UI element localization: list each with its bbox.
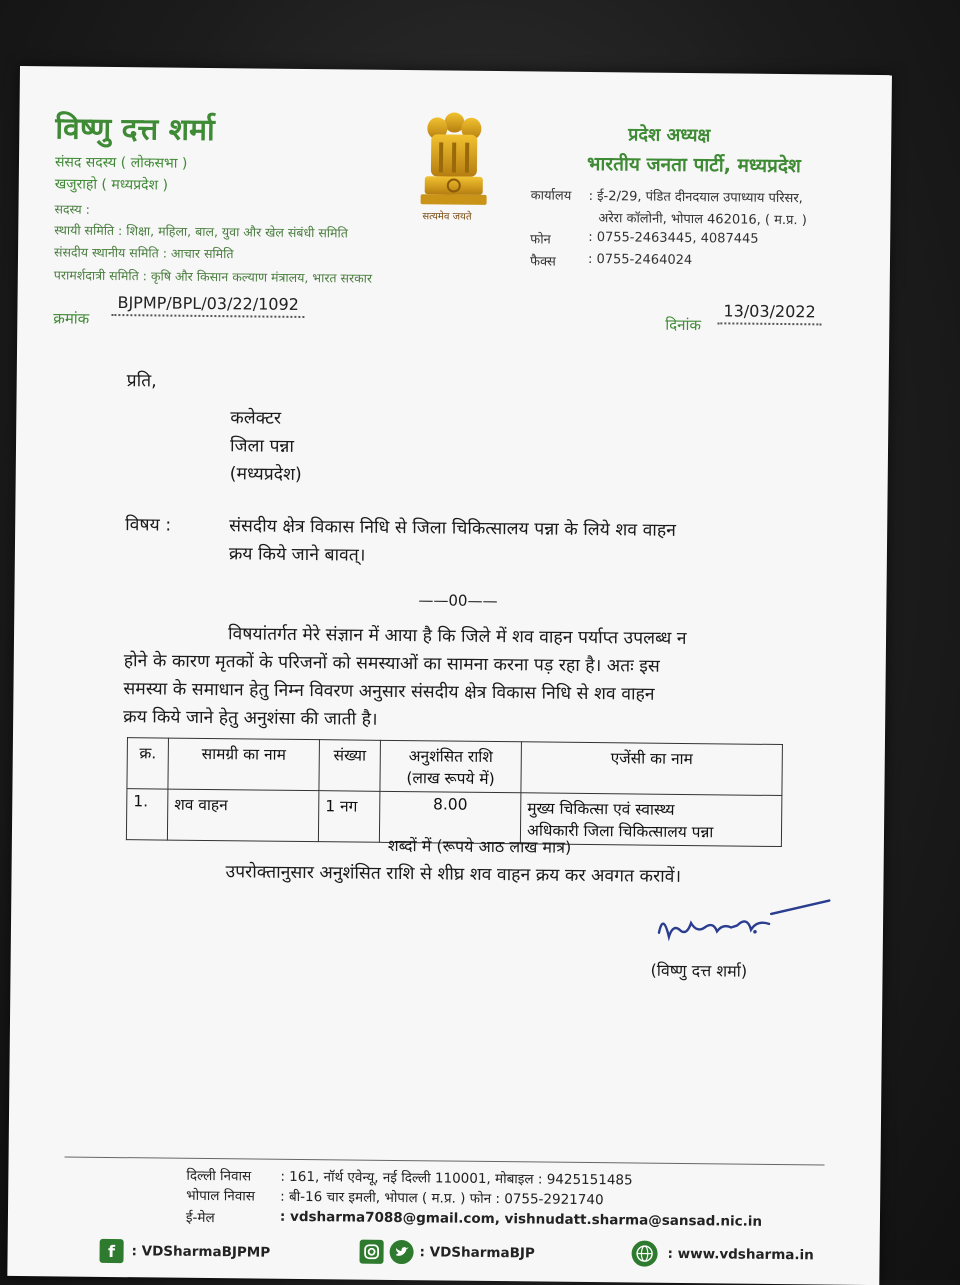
member-label: सदस्य :: [54, 200, 90, 217]
row-amount: 8.00: [379, 791, 521, 843]
row-sn: 1.: [126, 789, 168, 840]
subject-label: विषय :: [125, 511, 171, 539]
col-agency: एजेंसी का नाम: [521, 742, 783, 796]
table-header-row: [127, 738, 782, 796]
amount-in-words: शब्दों में (रूपये आठ लाख मात्र): [388, 832, 572, 862]
body-line-3: समस्या के समाधान हेतु निम्न विवरण अनुसार संसदीय क्षेत्र विकास निधि से शव वाहन: [123, 675, 654, 709]
mp-designation: संसद सदस्य ( लोकसभा ): [55, 152, 188, 173]
party-name: भारतीय जनता पार्टी, मध्यप्रदेश: [559, 150, 829, 179]
phone-label: फोन: [530, 229, 551, 247]
bhopal-label: भोपाल निवास: [186, 1186, 255, 1205]
globe-icon: [631, 1240, 657, 1266]
reference-label: क्रमांक: [53, 308, 89, 328]
letter-page: [7, 66, 892, 1285]
bhopal-address: : बी-16 चार इमली, भोपाल ( म.प्र. ) फोन : 0755-2921740: [280, 1187, 604, 1208]
committee-2: संसदीय स्थानीय समिति : आचार समिति: [54, 243, 234, 262]
signatory-name: (विष्णु दत्त शर्मा): [650, 957, 747, 986]
row-qty: 1 नग: [318, 791, 380, 843]
committee-3: परामर्शदात्री समिति : कृषि और किसान कल्याण मंत्रालय, भारत सरकार: [54, 266, 372, 286]
recipient-line-2: जिला पन्ना: [230, 432, 294, 461]
party-role: प्रदेश अध्यक्ष: [579, 122, 759, 148]
facebook-icon: f: [99, 1239, 123, 1263]
delhi-label: दिल्ली निवास: [186, 1166, 251, 1185]
recipient-line-1: कलेक्टर: [230, 404, 281, 433]
row-agency-line-1: मुख्य चिकित्सा एवं स्वास्थ्य: [527, 796, 775, 821]
reference-number: BJPMP/BPL/03/22/1092: [111, 293, 305, 318]
recipient-line-3: (मध्यप्रदेश): [230, 460, 302, 489]
letter-date: 13/03/2022: [717, 301, 821, 325]
closing-line: उपरोक्तानुसार अनुशंसित राशि से शीघ्र शव वाहन क्रय कर अवगत करावें।: [225, 858, 681, 891]
signature: [651, 893, 842, 955]
col-amount: [380, 740, 522, 792]
office-address-2: अरेरा कॉलोनी, भोपाल 462016, ( म.प्र. ): [598, 208, 807, 228]
body-line-4: क्रय किये जाने हेतु अनुशंसा की जाती है।: [123, 703, 378, 734]
mp-constituency: खजुराहो ( मध्यप्रदेश ): [55, 174, 168, 195]
prati: प्रति,: [127, 367, 157, 395]
social-handle: [359, 1240, 534, 1266]
row-item: शव वाहन: [167, 789, 319, 842]
instagram-icon: [359, 1240, 383, 1264]
separator: ——00——: [418, 586, 497, 615]
delhi-address: : 161, नॉर्थ एवेन्यू, नई दिल्ली 110001, मोबाइल : 9425151485: [280, 1167, 632, 1189]
emblem-motto: सत्यमेव जयते: [422, 208, 471, 223]
twitter-icon: [389, 1240, 413, 1264]
social-handle-text: : VDSharmaBJP: [420, 1244, 535, 1261]
website-text: : www.vdsharma.in: [668, 1246, 814, 1264]
website: [631, 1240, 813, 1268]
recommendation-table: [126, 737, 783, 847]
col-sn: क्र.: [127, 738, 169, 789]
subject-line-2: क्रय किये जाने बावत्।: [229, 540, 366, 569]
email-label: ई-मेल: [186, 1208, 215, 1226]
col-amount-line-2: (लाख रूपये में): [386, 766, 514, 789]
col-item: सामग्री का नाम: [168, 738, 320, 791]
subject-line-1: संसदीय क्षेत्र विकास निधि से जिला चिकित्सालय पन्ना के लिये शव वाहन: [229, 512, 676, 545]
footer-divider: [65, 1157, 825, 1166]
committee-1: स्थायी समिति : शिक्षा, महिला, बाल, युवा और खेल संबंधी समिति: [54, 221, 348, 241]
facebook-handle: [99, 1239, 270, 1265]
office-label: कार्यालय: [531, 185, 572, 203]
fax-value: : 0755-2464024: [588, 252, 692, 268]
body-line-1: विषयांतर्गत मेरे संज्ञान में आया है कि जिले में शव वाहन पर्याप्त उपलब्ध न: [228, 620, 687, 653]
facebook-text: : VDSharmaBJPMP: [132, 1243, 271, 1260]
body-line-2: होने के कारण मृतकों के परिजनों को समस्याओं का सामना करना पड़ रहा है। अतः इस: [124, 647, 660, 681]
col-qty: संख्या: [319, 740, 381, 792]
office-address: : ई-2/29, पंडित दीनदयाल उपाध्याय परिसर,: [589, 186, 803, 206]
phone-value: : 0755-2463445, 4087445: [588, 230, 759, 247]
mp-name: विष्णु दत्त शर्मा: [55, 106, 215, 149]
email-value: : vdsharma7088@gmail.com, vishnudatt.sharma@sansad.nic.in: [280, 1209, 762, 1230]
row-agency-line-2: अधिकारी जिला चिकित्सालय पन्ना: [527, 818, 775, 843]
date-label: दिनांक: [665, 315, 701, 335]
fax-label: फैक्स: [530, 251, 556, 269]
national-emblem-icon: [418, 108, 489, 227]
col-amount-line-1: अनुशंसित राशि: [387, 744, 515, 767]
